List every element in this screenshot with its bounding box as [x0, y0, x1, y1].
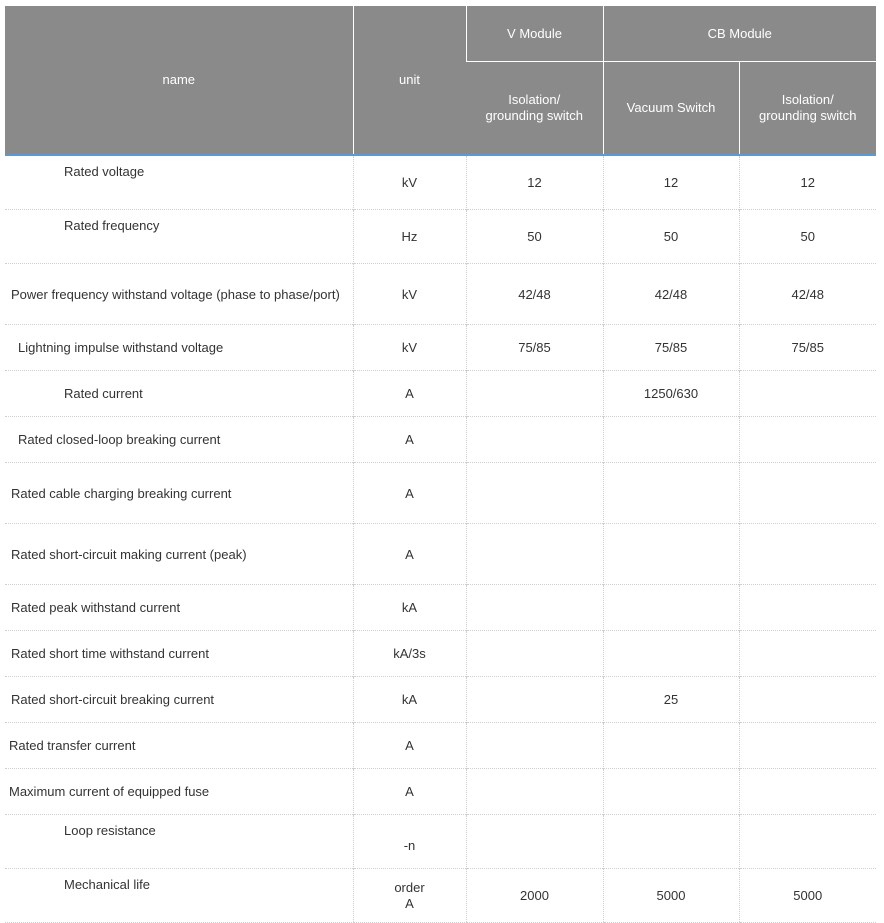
row-name: Rated frequency	[5, 210, 353, 264]
header-cb-vacuum: Vacuum Switch	[603, 62, 739, 156]
row-unit: A	[353, 463, 466, 524]
row-cb2	[739, 769, 876, 815]
row-v	[466, 769, 603, 815]
row-name: Mechanical life	[5, 869, 353, 923]
row-cb2	[739, 723, 876, 769]
table-row	[5, 371, 876, 417]
table-row	[5, 631, 876, 677]
row-cb2	[739, 371, 876, 417]
row-unit: kA	[353, 677, 466, 723]
row-unit: order A	[353, 869, 466, 923]
table-row	[5, 524, 876, 585]
row-cb2	[739, 417, 876, 463]
row-v: 42/48	[466, 264, 603, 325]
row-cb2: 75/85	[739, 325, 876, 371]
row-unit: kA/3s	[353, 631, 466, 677]
table-row	[5, 815, 876, 869]
row-cb2: 5000	[739, 869, 876, 923]
row-unit: kV	[353, 325, 466, 371]
row-cb1	[603, 769, 739, 815]
row-cb2	[739, 524, 876, 585]
row-cb2	[739, 815, 876, 869]
row-name: Rated current	[5, 371, 353, 417]
row-cb2: 42/48	[739, 264, 876, 325]
header-cb-isolation: Isolation/ grounding switch	[739, 62, 876, 156]
table-row	[5, 869, 876, 923]
row-unit: kA	[353, 585, 466, 631]
row-v	[466, 371, 603, 417]
table-row	[5, 677, 876, 723]
row-name: Power frequency withstand voltage (phase to phase/port)	[5, 264, 353, 325]
row-v	[466, 723, 603, 769]
row-cb1: 5000	[603, 869, 739, 923]
row-v: 12	[466, 155, 603, 210]
row-unit: A	[353, 417, 466, 463]
table-row	[5, 723, 876, 769]
table-row	[5, 210, 876, 264]
row-name: Rated cable charging breaking current	[5, 463, 353, 524]
table-row	[5, 264, 876, 325]
row-unit: kV	[353, 155, 466, 210]
row-name: Rated short time withstand current	[5, 631, 353, 677]
row-cb1	[603, 585, 739, 631]
row-cb2	[739, 677, 876, 723]
row-name: Loop resistance	[5, 815, 353, 869]
row-unit: kV	[353, 264, 466, 325]
row-name: Rated closed-loop breaking current	[5, 417, 353, 463]
row-unit: A	[353, 769, 466, 815]
row-unit: A	[353, 371, 466, 417]
row-cb1: 1250/630	[603, 371, 739, 417]
header-v-isolation: Isolation/ grounding switch	[466, 62, 603, 156]
spec-table	[5, 6, 876, 923]
row-unit: A	[353, 723, 466, 769]
row-cb1: 42/48	[603, 264, 739, 325]
row-v: 50	[466, 210, 603, 264]
row-cb1: 50	[603, 210, 739, 264]
row-v	[466, 677, 603, 723]
row-name: Rated transfer current	[5, 723, 353, 769]
row-v	[466, 463, 603, 524]
table-row	[5, 769, 876, 815]
row-name: Rated peak withstand current	[5, 585, 353, 631]
row-cb1	[603, 631, 739, 677]
row-v	[466, 631, 603, 677]
row-cb1: 12	[603, 155, 739, 210]
row-unit: A	[353, 524, 466, 585]
table-row	[5, 417, 876, 463]
row-name: Maximum current of equipped fuse	[5, 769, 353, 815]
row-cb1	[603, 524, 739, 585]
row-name: Lightning impulse withstand voltage	[5, 325, 353, 371]
row-cb1: 25	[603, 677, 739, 723]
header-v-module: V Module	[466, 6, 603, 62]
table-row	[5, 325, 876, 371]
row-cb1	[603, 463, 739, 524]
row-cb2	[739, 585, 876, 631]
table-header	[5, 6, 876, 155]
header-cb-module: CB Module	[603, 6, 876, 62]
header-unit: unit	[353, 6, 466, 155]
row-name: Rated short-circuit making current (peak)	[5, 524, 353, 585]
row-cb2	[739, 631, 876, 677]
row-cb1	[603, 815, 739, 869]
row-v: 2000	[466, 869, 603, 923]
table-row	[5, 463, 876, 524]
row-v: 75/85	[466, 325, 603, 371]
row-cb2: 12	[739, 155, 876, 210]
row-name: Rated short-circuit breaking current	[5, 677, 353, 723]
row-unit: Hz	[353, 210, 466, 264]
row-cb1: 75/85	[603, 325, 739, 371]
table-row	[5, 585, 876, 631]
row-cb2	[739, 463, 876, 524]
row-unit: -n	[353, 815, 466, 869]
row-v	[466, 585, 603, 631]
header-name: name	[5, 6, 353, 155]
table-body	[5, 155, 876, 923]
row-v	[466, 417, 603, 463]
row-cb2: 50	[739, 210, 876, 264]
table-row	[5, 155, 876, 210]
row-v	[466, 524, 603, 585]
row-v	[466, 815, 603, 869]
row-cb1	[603, 417, 739, 463]
row-name: Rated voltage	[64, 164, 145, 179]
row-cb1	[603, 723, 739, 769]
